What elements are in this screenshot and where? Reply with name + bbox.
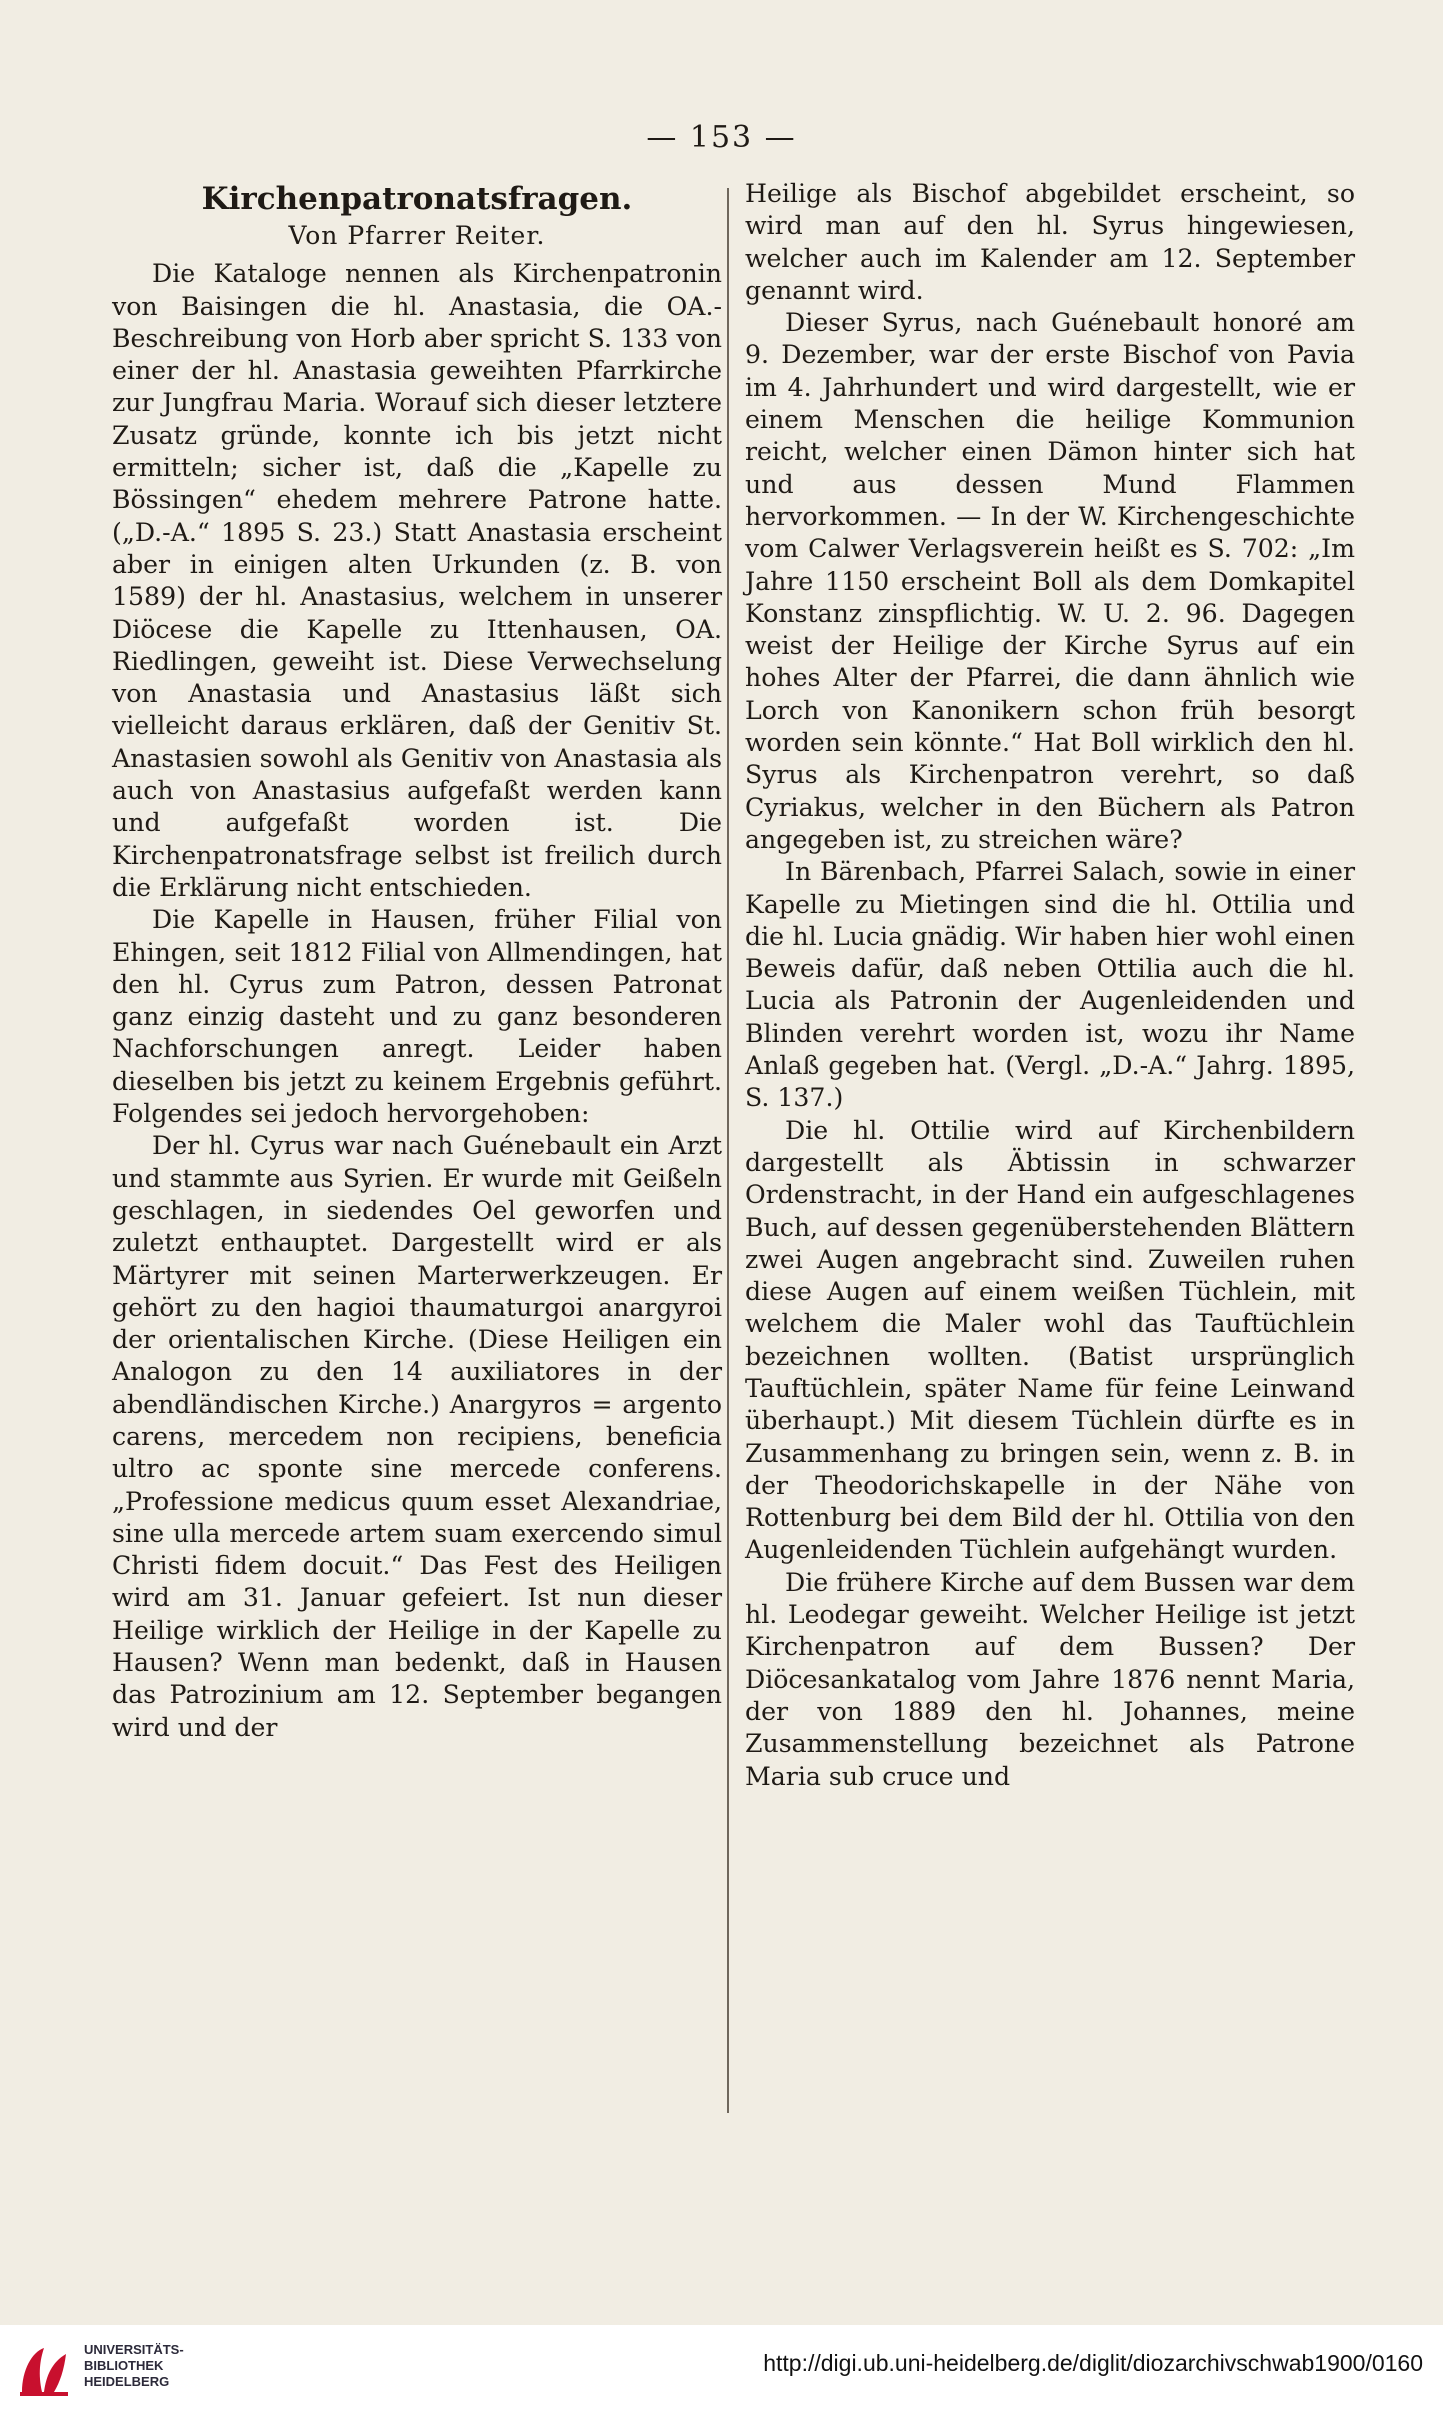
paragraph: Die frühere Kirche auf dem Bussen war dem hl. Leodegar geweiht. Welcher Heilige ist jetzt Kirchenpatron auf dem Bussen? Der Diöcesankatalog vom Jahre 1876 nennt Maria, der von 1889 den hl. Johannes, meine Zusammenstellung bezeichnet als Patrone Maria sub cruce und [745,1567,1355,1791]
library-name-line: HEIDELBERG [84,2374,170,2389]
library-name-line: BIBLIOTHEK [84,2358,164,2373]
left-column [112,180,722,1744]
paragraph: Die hl. Ottilie wird auf Kirchenbildern dargestellt als Äbtissin in schwarzer Ordenstracht, in der Hand ein aufgeschlagenes Buch, auf dessen gegenüberstehenden Blättern zwei Augen angebracht sind. Zuweilen ruhen diese Augen auf einem weißen Tüchlein, mit welchem die Maler wohl das Tauftüchlein bezeichnen wollten. (Batist ursprünglich Tauftüchlein, später Name für feine Leinwand überhaupt.) Mit diesem Tüchlein dürfte es in Zusammenhang zu bringen sein, wenn z. B. in der Theodorichskapelle in der Nähe von Rottenburg bei dem Bild der hl. Ottilia von den Augenleidenden Tüchlein aufgehängt wurden. [745,1115,1355,1565]
paragraph: Die Kapelle in Hausen, früher Filial von Ehingen, seit 1812 Filial von Allmendingen, hat den hl. Cyrus zum Patron, dessen Patronat ganz einzig dasteht und zu ganz besonderen Nachforschungen anregt. Leider haben dieselben bis jetzt zu keinem Ergebnis geführt. Folgendes sei jedoch hervorgehoben: [112,905,722,1129]
paragraph: Der hl. Cyrus war nach Guénebault ein Arzt und stammte aus Syrien. Er wurde mit Geißeln geschlagen, in siedendes Oel geworfen und zuletzt enthauptet. Dargestellt wird er als Märtyrer mit seinen Marterwerkzeugen. Er gehört zu den hagioi thaumaturgoi anargyroi der orientalischen Kirche. (Diese Heiligen ein Analogon zu den 14 auxiliatores in der abendländischen Kirche.) Anargyros = argento carens, mercedem non recipiens, beneficia ultro ac sponte sine mercede conferens. „Professione medicus quum esset Alexandriae, sine ulla mercede artem suam exercendo simul Christi fidem docuit.“ Das Fest des Heiligen wird am 31. Januar gefeiert. Ist nun dieser Heilige wirklich der Heilige in der Kapelle zu Hausen? Wenn man bedenkt, daß in Hausen das Patrozinium am 12. September begangen wird und der [112,1131,722,1742]
paragraph: In Bärenbach, Pfarrei Salach, sowie in einer Kapelle zu Mietingen sind die hl. Ottilia und die hl. Lucia gnädig. Wir haben hier wohl einen Beweis dafür, daß neben Ottilia auch die hl. Lucia als Patronin der Augenleidenden und Blinden verehrt worden ist, wozu ihr Name Anlaß gegeben hat. (Vergl. „D.-A.“ Jahrg. 1895, S. 137.) [745,857,1355,1113]
paragraph: Heilige als Bischof abgebildet erscheint, so wird man auf den hl. Syrus hingewiesen, welcher auch im Kalender am 12. September genannt wird. [745,179,1355,305]
page-number: — 153 — [646,120,797,155]
footer-bar [0,2325,1443,2429]
permalink-url[interactable]: http://digi.ub.uni-heidelberg.de/diglit/diozarchivschwab1900/0160 [763,2350,1423,2376]
column-divider [727,188,729,2113]
paragraph: Die Kataloge nennen als Kirchenpatronin von Baisingen die hl. Anastasia, die OA.-Beschreibung von Horb aber spricht S. 133 von einer der hl. Anastasia geweihten Pfarrkirche zur Jungfrau Maria. Worauf sich dieser letztere Zusatz gründe, konnte ich bis jetzt nicht ermitteln; sicher ist, daß die „Kapelle zu Bössingen“ ehedem mehrere Patrone hatte. („D.-A.“ 1895 S. 23.) Statt Anastasia erscheint aber in einigen alten Urkunden (z. B. von 1589) der hl. Anastasius, welchem in unserer Diöcese die Kapelle zu Ittenhausen, OA. Riedlingen, geweiht ist. Diese Verwechselung von Anastasia und Anastasius läßt sich vielleicht daraus erklären, daß der Genitiv St. Anastasien sowohl als Genitiv von Anastasia als auch von Anastasius aufgefaßt werden kann und aufgefaßt worden ist. Die Kirchenpatronatsfrage selbst ist freilich durch die Erklärung nicht entschieden. [112,259,722,902]
article-title: Kirchenpatronatsfragen. [201,181,633,217]
university-library-logo-icon [14,2340,74,2400]
library-name-line: UNIVERSITÄTS- [84,2342,184,2357]
paragraph: Dieser Syrus, nach Guénebault honoré am 9. Dezember, war der erste Bischof von Pavia im 4. Jahrhundert und wird dargestellt, wie er einem Menschen die heilige Kommunion reicht, welcher einen Dämon hinter sich hat und aus dessen Mund Flammen hervorkommen. — In der W. Kirchengeschichte vom Calwer Verlagsverein heißt es S. 702: „Im Jahre 1150 erscheint Boll als dem Domkapitel Konstanz zinspflichtig. W. U. 2. 96. Dagegen weist der Heilige der Kirche Syrus auf ein hohes Alter der Pfarrei, die dann ähnlich wie Lorch von Kanonikern schon früh besorgt worden sein könnte.“ Hat Boll wirklich den hl. Syrus als Kirchenpatron verehrt, so daß Cyriakus, welcher in den Büchern als Patron angegeben ist, zu streichen wäre? [745,308,1355,854]
right-column [745,178,1355,1793]
library-name [84,2342,184,2390]
article-author: Von Pfarrer Reiter. [288,221,546,250]
